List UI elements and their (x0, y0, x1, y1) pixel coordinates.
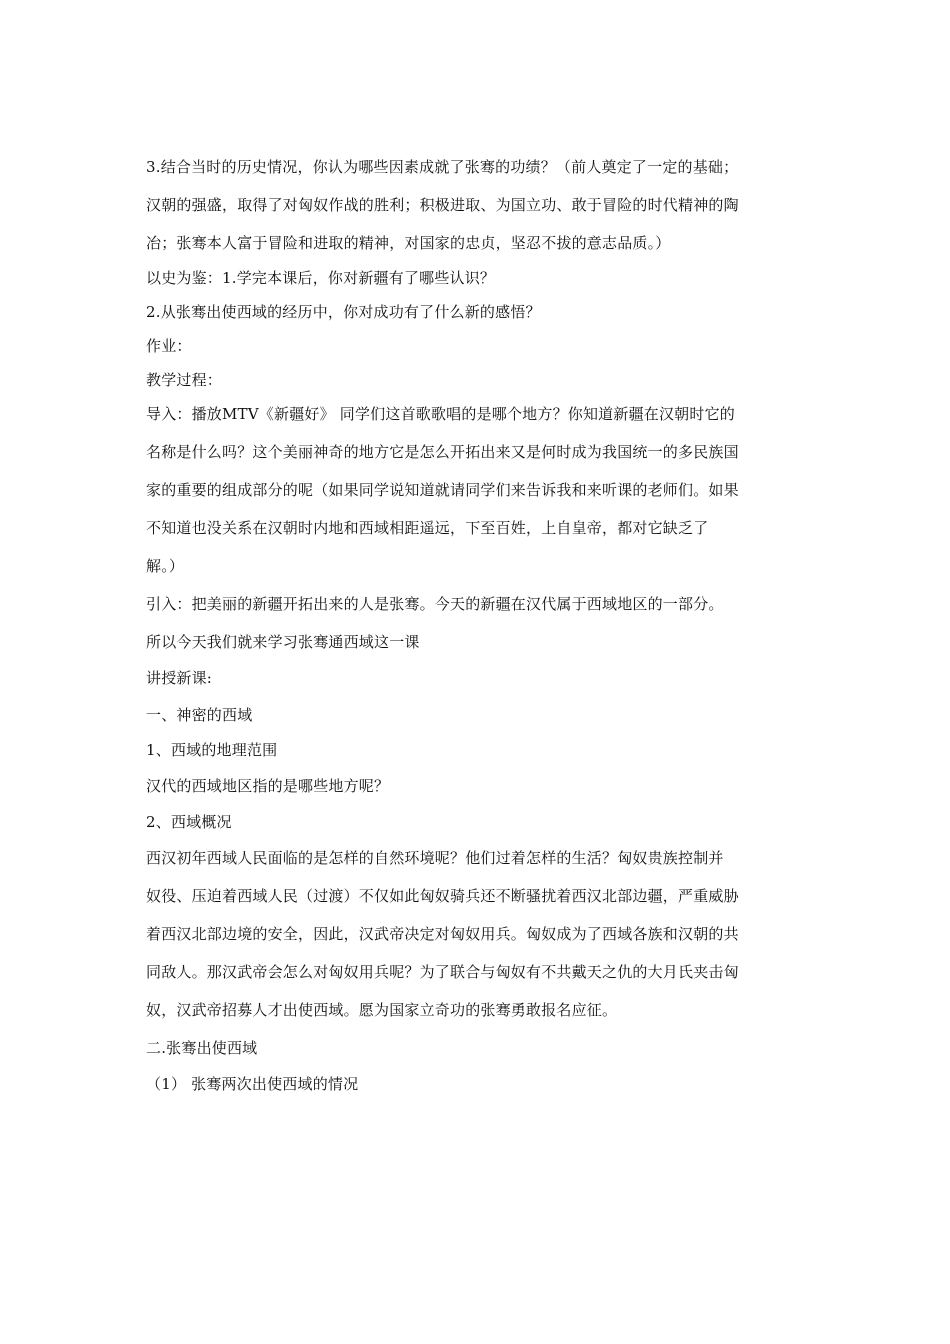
text-line: 不知道也没关系在汉朝时内地和西域相距遥远，下至百姓，上自皇帝，都对它缺乏了 (146, 519, 709, 537)
text-line: 导入：播放MTV《新疆好》 同学们这首歌歌唱的是哪个地方？你知道新疆在汉朝时它的 (146, 405, 735, 423)
text-line: 讲授新课: (146, 669, 213, 687)
text-line: 以史为鉴：1.学完本课后，你对新疆有了哪些认识？ (146, 269, 496, 287)
section-heading: 二.张骞出使西域 (146, 1039, 258, 1057)
text-line: 所以今天我们就来学习张骞通西域这一课 (146, 633, 420, 651)
text-line: 教学过程： (146, 371, 223, 389)
text-line: 同敌人。那汉武帝会怎么对匈奴用兵呢？为了联合与匈奴有不共戴天之仇的大月氏夹击匈 (146, 963, 739, 981)
text-line: 家的重要的组成部分的呢（如果同学说知道就请同学们来告诉我和来听课的老师们。如果 (146, 481, 739, 499)
text-line: 作业： (146, 337, 192, 355)
text-line: 2.从张骞出使西域的经历中，你对成功有了什么新的感悟？ (146, 303, 541, 321)
text-line: 名称是什么吗？这个美丽神奇的地方它是怎么开拓出来又是何时成为我国统一的多民族国 (146, 443, 739, 461)
text-line: 汉代的西域地区指的是哪些地方呢？ (146, 777, 390, 795)
subsection-heading: 1、西域的地理范围 (146, 741, 278, 759)
text-line: 西汉初年西域人民面临的是怎样的自然环境呢？他们过着怎样的生活？匈奴贵族控制并 (146, 849, 724, 867)
text-line: 着西汉北部边境的安全，因此，汉武帝决定对匈奴用兵。匈奴成为了西域各族和汉朝的共 (146, 925, 739, 943)
text-line: 汉朝的强盛，取得了对匈奴作战的胜利；积极进取、为国立功、敢于冒险的时代精神的陶 (146, 196, 739, 214)
text-line: 3.结合当时的历史情况，你认为哪些因素成就了张骞的功绩？（前人奠定了一定的基础； (146, 158, 739, 176)
text-line: 奴役、压迫着西域人民（过渡）不仅如此匈奴骑兵还不断骚扰着西汉北部边疆，严重威胁 (146, 887, 739, 905)
text-line: 奴，汉武帝招募人才出使西域。愿为国家立奇功的张骞勇敢报名应征。 (146, 1001, 618, 1019)
text-line: 解。） (146, 557, 185, 575)
text-line: 引入：把美丽的新疆开拓出来的人是张骞。今天的新疆在汉代属于西域地区的一部分。 (146, 595, 724, 613)
subsection-heading: 2、西域概况 (146, 813, 232, 831)
section-heading: 一、神密的西域 (146, 706, 253, 724)
text-line: 冶；张骞本人富于冒险和进取的精神，对国家的忠贞，坚忍不拔的意志品质。） (146, 234, 671, 252)
subsection-heading: （1） 张骞两次出使西域的情况 (146, 1075, 359, 1093)
